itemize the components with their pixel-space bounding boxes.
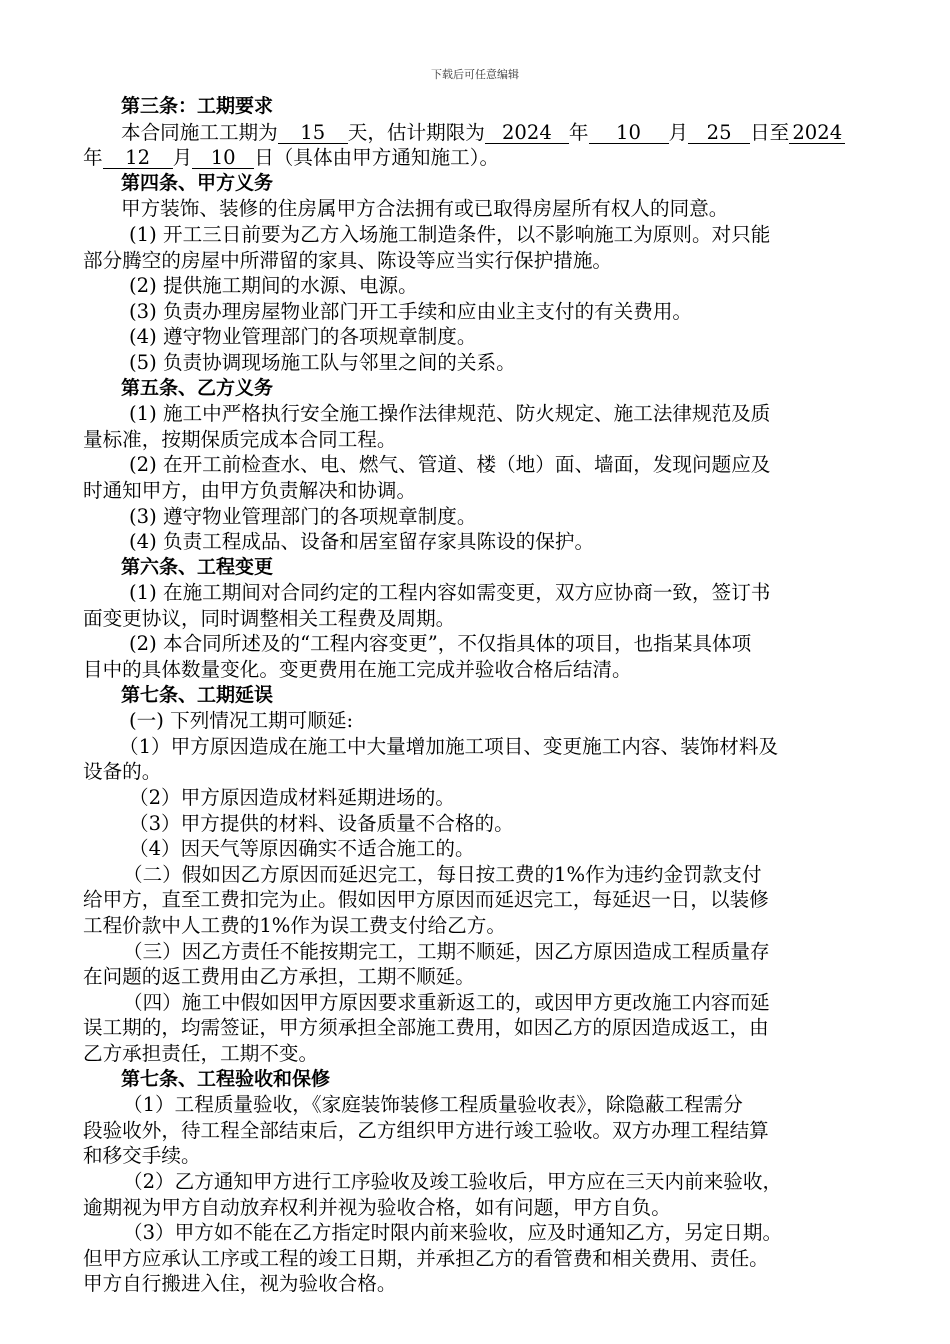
article-heading: 第五条、乙方义务: [121, 376, 274, 399]
clause-line: 工程价款中人工费的1%作为误工费支付给乙方。: [83, 914, 506, 937]
clause-line: （3）甲方如不能在乙方指定时限内前来验收，应及时通知乙方，另定日期。: [123, 1221, 783, 1245]
clause-line: （1）工程质量验收，《家庭装饰装修工程质量验收表》，除隐蔽工程需分: [123, 1093, 743, 1117]
clause-line: 量标准，按期保质完成本合同工程。: [83, 427, 397, 451]
clause-line: (1) 开工三日前要为乙方入场施工制造条件，以不影响施工为原则。对只能: [129, 222, 771, 246]
article-heading: 第四条、甲方义务: [121, 171, 274, 194]
text-fragment: 月: [172, 146, 193, 170]
clause-line: 时通知甲方，由甲方负责解决和协调。: [83, 478, 417, 502]
page-header: 下载后可任意编辑: [431, 68, 519, 81]
clause-line: 在问题的返工费用由乙方承担，工期不顺延。: [83, 965, 475, 989]
clause-line: 甲方装饰、装修的住房属甲方合法拥有或已取得房屋所有权人的同意。: [121, 197, 729, 221]
article-3-period-line-2: [83, 145, 868, 171]
clause-line: 但甲方应承认工序或工程的竣工日期，并承担乙方的看管费和相关费用、责任。: [83, 1246, 769, 1270]
end-month-field: 12: [103, 147, 173, 169]
clause-line: 部分腾空的房屋中所滞留的家具、陈设等应当实行保护措施。: [83, 248, 613, 272]
contract-body: [83, 94, 868, 1297]
clause-line: （2）乙方通知甲方进行工序验收及竣工验收后，甲方应在三天内前来验收，: [123, 1169, 783, 1193]
clause-line: (4) 遵守物业管理部门的各项规章制度。: [129, 325, 477, 349]
clause-line: 面变更协议，同时调整相关工程费及周期。: [83, 606, 456, 630]
clause-line: (3) 负责办理房屋物业部门开工手续和应由业主支付的有关费用。: [129, 299, 693, 323]
text-fragment: 日（具体由甲方通知施工）。: [254, 146, 500, 170]
clause-line: （四）施工中假如因甲方原因要求重新返工的，或因甲方更改施工内容而延: [123, 990, 770, 1014]
clause-line: (4) 负责工程成品、设备和居室留存家具陈设的保护。: [129, 530, 595, 554]
clause-line: （3）甲方提供的材料、设备质量不合格的。: [129, 811, 514, 835]
clause-line: 设备的。: [83, 760, 162, 784]
clause-line: (一) 下列情况工期可顺延:: [129, 709, 354, 733]
clause-line: （二）假如因乙方原因而延迟完工，每日按工费的1%作为违约金罚款支付: [123, 862, 762, 886]
clause-line: 逾期视为甲方自动放弃权利并视为验收合格，如有问题，甲方自负。: [83, 1195, 671, 1219]
start-day-field: 25: [688, 122, 750, 144]
clause-line: （三）因乙方责任不能按期完工，工期不顺延，因乙方原因造成工程质量存: [123, 939, 770, 963]
text-fragment: 年: [568, 120, 589, 144]
clause-line: (1) 在施工期间对合同约定的工程内容如需变更，双方应协商一致，签订书: [129, 581, 771, 605]
clause-line: (2) 本合同所述及的“工程内容变更”，不仅指具体的项目，也指某具体项: [129, 632, 752, 656]
clause-line: 误工期的，均需签证，甲方须承担全部施工费用，如因乙方的原因造成返工，由: [83, 1016, 769, 1040]
article-3-period-line-1: [83, 120, 868, 146]
clause-line: （1）甲方原因造成在施工中大量增加施工项目、变更施工内容、装饰材料及: [119, 734, 779, 758]
article-heading: 第六条、工程变更: [121, 555, 274, 578]
text-fragment: 日至: [750, 120, 790, 144]
text-fragment: 天，估计期限为: [347, 120, 485, 144]
end-year-field: 2024: [789, 122, 845, 144]
clause-line: 给甲方，直至工费扣完为止。假如因甲方原因而延迟完工，每延迟一日，以装修: [83, 888, 769, 912]
article-heading: 第七条、工程验收和保修: [121, 1067, 331, 1090]
clause-line: 和移交手续。: [83, 1144, 201, 1168]
clause-line: （4）因天气等原因确实不适合施工的。: [129, 837, 475, 861]
clause-line: (2) 在开工前检查水、电、燃气、管道、楼（地）面、墙面，发现问题应及: [129, 453, 771, 477]
article-3-heading: 第三条：工期要求: [121, 95, 274, 117]
clause-line: (1) 施工中严格执行安全施工操作法律规范、防火规定、施工法律规范及质: [129, 402, 771, 426]
clause-line: 目中的具体数量变化。变更费用在施工完成并验收合格后结清。: [83, 658, 632, 682]
start-year-field: 2024: [485, 122, 569, 144]
text-fragment: 年: [83, 146, 103, 170]
clause-line: 段验收外，待工程全部结束后，乙方组织甲方进行竣工验收。双方办理工程结算: [83, 1118, 769, 1142]
clause-line: （2）甲方原因造成材料延期进场的。: [129, 786, 455, 810]
article-heading: 第七条、工期延误: [121, 683, 274, 706]
end-day-field: 10: [192, 147, 254, 169]
start-month-field: 10: [589, 122, 669, 144]
clause-line: 甲方自行搬进入住，视为验收合格。: [83, 1272, 397, 1296]
clause-line: (3) 遵守物业管理部门的各项规章制度。: [129, 504, 477, 528]
text-fragment: 月: [668, 120, 689, 144]
clause-line: (2) 提供施工期间的水源、电源。: [129, 274, 418, 298]
days-field: 15: [278, 122, 348, 144]
text-fragment: 本合同施工工期为: [121, 120, 278, 144]
contract-clauses: [83, 171, 868, 1297]
clause-line: 乙方承担责任，工期不变。: [83, 1041, 319, 1065]
clause-line: (5) 负责协调现场施工队与邻里之间的关系。: [129, 350, 516, 374]
